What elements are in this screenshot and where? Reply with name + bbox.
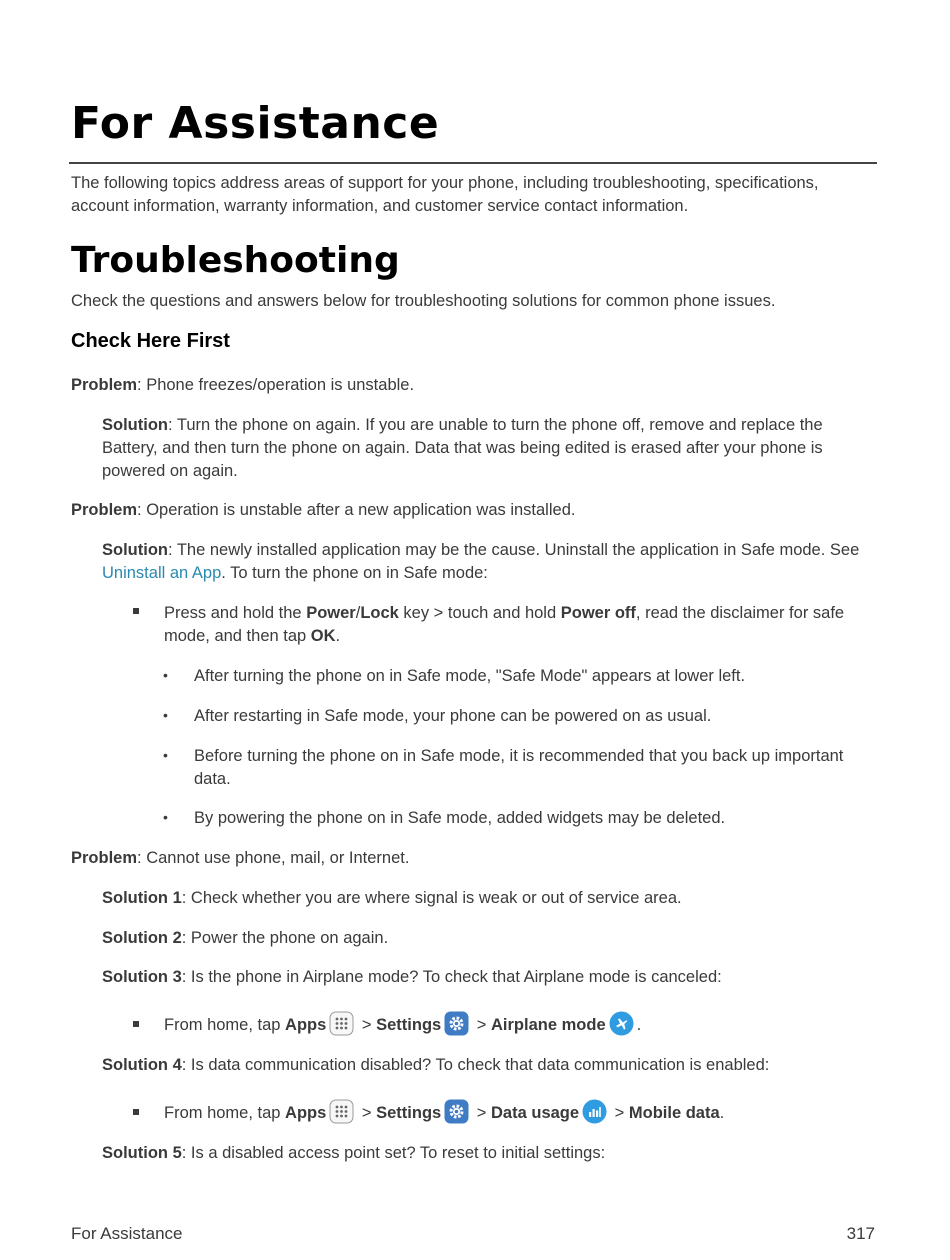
solution-text: : Check whether you are where signal is weak or out of service area. bbox=[181, 889, 682, 907]
section-heading: Troubleshooting bbox=[71, 240, 400, 281]
safe-mode-note: After restarting in Safe mode, your phone can be powered on as usual. bbox=[194, 707, 712, 725]
problem-text: : Phone freezes/operation is unstable. bbox=[137, 376, 415, 394]
apps-grid-icon bbox=[329, 1099, 354, 1134]
problem-label: Problem bbox=[71, 376, 138, 394]
step-separator: > bbox=[357, 1104, 377, 1122]
data-usage-step bbox=[164, 1098, 884, 1134]
subsection-heading: Check Here First bbox=[71, 330, 230, 352]
problem-2 bbox=[71, 499, 575, 522]
problem-3 bbox=[71, 847, 409, 870]
power-off-label: Power off bbox=[560, 604, 636, 622]
section-description: Check the questions and answers below for troubleshooting solutions for common phone issues. bbox=[71, 292, 776, 310]
lock-key-label: Lock bbox=[360, 604, 399, 622]
solution-1 bbox=[102, 414, 872, 483]
solution-3-2 bbox=[102, 927, 388, 950]
safe-mode-note: After turning the phone on in Safe mode, "Safe Mode" appears at lower left. bbox=[194, 667, 746, 685]
settings-gear-icon bbox=[444, 1011, 469, 1046]
solution-2 bbox=[102, 539, 872, 585]
solution-text: : Is the phone in Airplane mode? To check that Airplane mode is canceled: bbox=[181, 968, 722, 986]
problem-label: Problem bbox=[71, 501, 138, 519]
data-usage-icon bbox=[582, 1099, 607, 1134]
dot-bullet: • bbox=[163, 809, 168, 825]
problem-text: : Cannot use phone, mail, or Internet. bbox=[137, 849, 410, 867]
data-usage-label: Data usage bbox=[491, 1104, 580, 1122]
apps-grid-icon bbox=[329, 1011, 354, 1046]
page-title: For Assistance bbox=[71, 98, 440, 149]
step-text: key > touch and hold bbox=[398, 604, 561, 622]
solution-3-3 bbox=[102, 966, 722, 989]
solution-text: : Power the phone on again. bbox=[181, 929, 389, 947]
step-separator: > bbox=[357, 1016, 377, 1034]
step-text: , read the disclaimer for safe mode, and then tap bbox=[164, 604, 845, 645]
solution-3-1 bbox=[102, 887, 682, 910]
airplane-mode-step bbox=[164, 1010, 884, 1046]
step-text: . bbox=[719, 1104, 725, 1122]
solution-label: Solution 4 bbox=[102, 1056, 182, 1074]
step-text: From home, tap bbox=[164, 1104, 286, 1122]
step-text: . bbox=[335, 627, 341, 645]
airplane-mode-icon bbox=[609, 1011, 634, 1046]
solution-label: Solution bbox=[102, 416, 168, 434]
solution-text: . To turn the phone on in Safe mode: bbox=[221, 564, 488, 582]
safe-mode-step bbox=[164, 602, 884, 648]
problem-text: : Operation is unstable after a new application was installed. bbox=[137, 501, 576, 519]
ok-label: OK bbox=[310, 627, 336, 645]
solution-label: Solution bbox=[102, 541, 168, 559]
solution-text: : Is data communication disabled? To check that data communication is enabled: bbox=[181, 1056, 770, 1074]
apps-label: Apps bbox=[285, 1016, 327, 1034]
problem-label: Problem bbox=[71, 849, 138, 867]
safe-mode-note: By powering the phone on in Safe mode, added widgets may be deleted. bbox=[194, 809, 726, 827]
step-separator: > bbox=[472, 1016, 492, 1034]
square-bullet bbox=[133, 1109, 139, 1115]
solution-label: Solution 3 bbox=[102, 968, 182, 986]
settings-label: Settings bbox=[376, 1016, 442, 1034]
step-text: From home, tap bbox=[164, 1016, 286, 1034]
page-number: 317 bbox=[846, 1224, 875, 1243]
step-text: . bbox=[636, 1016, 642, 1034]
dot-bullet: • bbox=[163, 747, 168, 763]
square-bullet bbox=[133, 1021, 139, 1027]
solution-label: Solution 2 bbox=[102, 929, 182, 947]
solution-label: Solution 1 bbox=[102, 889, 182, 907]
title-divider bbox=[69, 162, 877, 164]
uninstall-app-link[interactable]: Uninstall an App bbox=[102, 564, 222, 582]
step-separator: > bbox=[472, 1104, 492, 1122]
safe-mode-note: Before turning the phone on in Safe mode, it is recommended that you back up important data. bbox=[194, 747, 844, 788]
solution-3-5 bbox=[102, 1142, 605, 1165]
settings-label: Settings bbox=[376, 1104, 442, 1122]
power-key-label: Power bbox=[306, 604, 356, 622]
footer-section-title: For Assistance bbox=[71, 1224, 183, 1243]
apps-label: Apps bbox=[285, 1104, 327, 1122]
intro-paragraph: The following topics address areas of support for your phone, including troubleshooting, specifications, account information, warranty information, and customer service contact information. bbox=[71, 174, 819, 215]
settings-gear-icon bbox=[444, 1099, 469, 1134]
solution-text: : Is a disabled access point set? To reset to initial settings: bbox=[181, 1144, 606, 1162]
problem-1 bbox=[71, 374, 414, 397]
step-separator: > bbox=[610, 1104, 629, 1122]
dot-bullet: • bbox=[163, 707, 168, 723]
dot-bullet: • bbox=[163, 667, 168, 683]
solution-text: : The newly installed application may be the cause. Uninstall the application in Safe mode. See bbox=[167, 541, 860, 559]
solution-label: Solution 5 bbox=[102, 1144, 182, 1162]
airplane-mode-label: Airplane mode bbox=[491, 1016, 606, 1034]
step-text: / bbox=[355, 604, 361, 622]
square-bullet bbox=[133, 608, 139, 614]
step-text: Press and hold the bbox=[164, 604, 307, 622]
mobile-data-label: Mobile data bbox=[628, 1104, 720, 1122]
solution-text: : Turn the phone on again. If you are unable to turn the phone off, remove and replace the Battery, and then turn the phone on again. Data that was being edited is erased after your phone is powered on again. bbox=[102, 416, 823, 480]
solution-3-4 bbox=[102, 1054, 769, 1077]
